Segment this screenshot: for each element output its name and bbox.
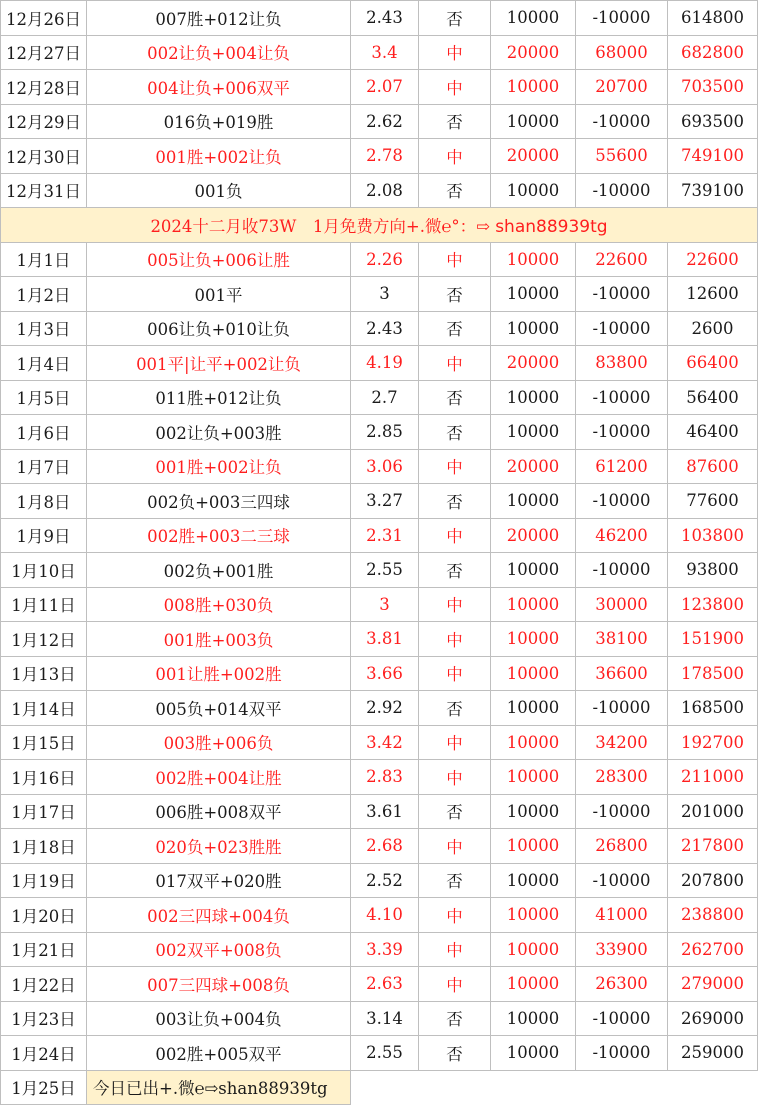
- profit-cell: 30000: [576, 587, 668, 622]
- profit-cell: -10000: [576, 794, 668, 829]
- result-cell: 否: [419, 1, 491, 36]
- date-cell: 1月12日: [1, 622, 87, 657]
- profit-cell: 26300: [576, 967, 668, 1002]
- stake-cell: 10000: [491, 794, 576, 829]
- total-cell: 703500: [668, 70, 758, 105]
- date-cell: 1月11日: [1, 587, 87, 622]
- profit-cell: -10000: [576, 311, 668, 346]
- profit-cell: 83800: [576, 346, 668, 381]
- date-cell: 1月19日: [1, 863, 87, 898]
- stake-cell: 10000: [491, 829, 576, 864]
- odds-cell: 2.85: [351, 415, 419, 450]
- result-cell: 否: [419, 104, 491, 139]
- result-cell: 否: [419, 311, 491, 346]
- stake-cell: 10000: [491, 277, 576, 312]
- table-row: [1, 449, 758, 484]
- stake-cell: 10000: [491, 725, 576, 760]
- date-cell: 1月17日: [1, 794, 87, 829]
- pick-cell: 002让负+004让负: [87, 35, 351, 70]
- result-cell: 中: [419, 760, 491, 795]
- result-cell: 中: [419, 656, 491, 691]
- result-cell: 中: [419, 518, 491, 553]
- pick-cell: 016负+019胜: [87, 104, 351, 139]
- result-cell: 否: [419, 863, 491, 898]
- pick-cell: 003让负+004负: [87, 1001, 351, 1036]
- total-cell: 614800: [668, 1, 758, 36]
- stake-cell: 10000: [491, 760, 576, 795]
- table-row: [1, 139, 758, 174]
- pick-cell: 003胜+006负: [87, 725, 351, 760]
- stake-cell: 10000: [491, 863, 576, 898]
- result-cell: 中: [419, 622, 491, 657]
- today-date-cell: 1月25日: [1, 1070, 87, 1105]
- stake-cell: 10000: [491, 932, 576, 967]
- date-cell: 1月24日: [1, 1036, 87, 1071]
- stake-cell: 10000: [491, 484, 576, 519]
- odds-cell: 2.55: [351, 1036, 419, 1071]
- table-row: [1, 829, 758, 864]
- profit-cell: 68000: [576, 35, 668, 70]
- stake-cell: 10000: [491, 656, 576, 691]
- pick-cell: 002负+001胜: [87, 553, 351, 588]
- pick-cell: 006胜+008双平: [87, 794, 351, 829]
- odds-cell: 2.43: [351, 1, 419, 36]
- odds-cell: 2.52: [351, 863, 419, 898]
- stake-cell: 10000: [491, 173, 576, 208]
- total-cell: 201000: [668, 794, 758, 829]
- pick-cell: 002双平+008负: [87, 932, 351, 967]
- table-row: [1, 794, 758, 829]
- odds-cell: 2.62: [351, 104, 419, 139]
- pick-cell: 005让负+006让胜: [87, 242, 351, 277]
- total-cell: 151900: [668, 622, 758, 657]
- stake-cell: 10000: [491, 691, 576, 726]
- promo-banner: [1, 208, 758, 243]
- date-cell: 1月9日: [1, 518, 87, 553]
- odds-cell: 3.27: [351, 484, 419, 519]
- result-cell: 否: [419, 415, 491, 450]
- pick-cell: 005负+014双平: [87, 691, 351, 726]
- pick-cell: 001胜+003负: [87, 622, 351, 657]
- result-cell: 中: [419, 587, 491, 622]
- total-cell: 87600: [668, 449, 758, 484]
- total-cell: 77600: [668, 484, 758, 519]
- date-cell: 1月13日: [1, 656, 87, 691]
- pick-cell: 002负+003三四球: [87, 484, 351, 519]
- odds-cell: 4.19: [351, 346, 419, 381]
- odds-cell: 2.63: [351, 967, 419, 1002]
- december-records: [1, 1, 758, 208]
- profit-cell: -10000: [576, 380, 668, 415]
- table-row: [1, 311, 758, 346]
- odds-cell: 2.26: [351, 242, 419, 277]
- result-cell: 否: [419, 277, 491, 312]
- profit-cell: 36600: [576, 656, 668, 691]
- odds-cell: 4.10: [351, 898, 419, 933]
- total-cell: 168500: [668, 691, 758, 726]
- promo-banner-row: [1, 208, 758, 243]
- odds-cell: 3.4: [351, 35, 419, 70]
- total-cell: 279000: [668, 967, 758, 1002]
- profit-cell: -10000: [576, 104, 668, 139]
- total-cell: 259000: [668, 1036, 758, 1071]
- pick-cell: 001平: [87, 277, 351, 312]
- profit-cell: -10000: [576, 1, 668, 36]
- pick-cell: 002胜+004让胜: [87, 760, 351, 795]
- result-cell: 中: [419, 139, 491, 174]
- result-cell: 中: [419, 932, 491, 967]
- stake-cell: 10000: [491, 1036, 576, 1071]
- pick-cell: 006让负+010让负: [87, 311, 351, 346]
- table-row: [1, 70, 758, 105]
- profit-cell: 34200: [576, 725, 668, 760]
- profit-cell: 28300: [576, 760, 668, 795]
- result-cell: 否: [419, 794, 491, 829]
- odds-cell: 2.92: [351, 691, 419, 726]
- total-cell: 56400: [668, 380, 758, 415]
- stake-cell: 10000: [491, 242, 576, 277]
- pick-cell: 020负+023胜胜: [87, 829, 351, 864]
- pick-cell: 017双平+020胜: [87, 863, 351, 898]
- pick-cell: 008胜+030负: [87, 587, 351, 622]
- result-cell: 否: [419, 380, 491, 415]
- result-cell: 否: [419, 691, 491, 726]
- pick-cell: 002三四球+004负: [87, 898, 351, 933]
- profit-cell: -10000: [576, 553, 668, 588]
- table-row: [1, 898, 758, 933]
- table-row: [1, 691, 758, 726]
- stake-cell: 10000: [491, 104, 576, 139]
- stake-cell: 20000: [491, 449, 576, 484]
- date-cell: 1月1日: [1, 242, 87, 277]
- profit-cell: 41000: [576, 898, 668, 933]
- banner-section: [1, 208, 758, 243]
- odds-cell: 3.42: [351, 725, 419, 760]
- date-cell: 12月26日: [1, 1, 87, 36]
- table-row: [1, 1001, 758, 1036]
- profit-cell: -10000: [576, 415, 668, 450]
- total-cell: 192700: [668, 725, 758, 760]
- date-cell: 1月6日: [1, 415, 87, 450]
- stake-cell: 10000: [491, 70, 576, 105]
- total-cell: 66400: [668, 346, 758, 381]
- pick-cell: 011胜+012让负: [87, 380, 351, 415]
- odds-cell: 3.06: [351, 449, 419, 484]
- table-row: [1, 518, 758, 553]
- profit-cell: 26800: [576, 829, 668, 864]
- date-cell: 1月15日: [1, 725, 87, 760]
- pick-cell: 007三四球+008负: [87, 967, 351, 1002]
- date-cell: 1月8日: [1, 484, 87, 519]
- table-row: [1, 380, 758, 415]
- table-row: [1, 587, 758, 622]
- odds-cell: 3.39: [351, 932, 419, 967]
- table-row: [1, 725, 758, 760]
- odds-cell: 3: [351, 587, 419, 622]
- pick-cell: 002让负+003胜: [87, 415, 351, 450]
- result-cell: 否: [419, 1001, 491, 1036]
- date-cell: 1月18日: [1, 829, 87, 864]
- table-row: [1, 415, 758, 450]
- odds-cell: 3.66: [351, 656, 419, 691]
- promo-banner-handle: shan88939tg: [495, 216, 608, 237]
- stake-cell: 10000: [491, 553, 576, 588]
- odds-cell: 2.08: [351, 173, 419, 208]
- date-cell: 12月28日: [1, 70, 87, 105]
- odds-cell: 2.83: [351, 760, 419, 795]
- january-records: [1, 242, 758, 1070]
- profit-cell: 22600: [576, 242, 668, 277]
- profit-cell: -10000: [576, 1001, 668, 1036]
- today-message-cell: 今日已出+.微℮⇨shan88939tg: [87, 1070, 351, 1105]
- total-cell: 22600: [668, 242, 758, 277]
- result-cell: 中: [419, 898, 491, 933]
- result-cell: 中: [419, 35, 491, 70]
- empty-cell: [351, 1070, 419, 1105]
- stake-cell: 10000: [491, 898, 576, 933]
- total-cell: 46400: [668, 415, 758, 450]
- profit-cell: -10000: [576, 277, 668, 312]
- total-cell: 178500: [668, 656, 758, 691]
- table-row: [1, 1036, 758, 1071]
- date-cell: 1月7日: [1, 449, 87, 484]
- result-cell: 否: [419, 484, 491, 519]
- table-row: [1, 932, 758, 967]
- empty-cell: [491, 1070, 576, 1105]
- stake-cell: 10000: [491, 967, 576, 1002]
- date-cell: 12月31日: [1, 173, 87, 208]
- table-row: [1, 242, 758, 277]
- pick-cell: 007胜+012让负: [87, 1, 351, 36]
- date-cell: 1月22日: [1, 967, 87, 1002]
- total-cell: 739100: [668, 173, 758, 208]
- pick-cell: 002胜+003二三球: [87, 518, 351, 553]
- odds-cell: 2.68: [351, 829, 419, 864]
- odds-cell: 2.7: [351, 380, 419, 415]
- pick-cell: 001平|让平+002让负: [87, 346, 351, 381]
- table-row: [1, 277, 758, 312]
- table-row: [1, 104, 758, 139]
- date-cell: 1月4日: [1, 346, 87, 381]
- today-row: [1, 1070, 758, 1105]
- profit-cell: 33900: [576, 932, 668, 967]
- total-cell: 207800: [668, 863, 758, 898]
- result-cell: 中: [419, 725, 491, 760]
- odds-cell: 3.61: [351, 794, 419, 829]
- odds-cell: 2.31: [351, 518, 419, 553]
- profit-cell: -10000: [576, 484, 668, 519]
- table-row: [1, 484, 758, 519]
- table-row: [1, 622, 758, 657]
- stake-cell: 10000: [491, 1, 576, 36]
- total-cell: 2600: [668, 311, 758, 346]
- date-cell: 1月2日: [1, 277, 87, 312]
- pick-cell: 004让负+006双平: [87, 70, 351, 105]
- total-cell: 211000: [668, 760, 758, 795]
- total-cell: 682800: [668, 35, 758, 70]
- stake-cell: 20000: [491, 518, 576, 553]
- date-cell: 1月21日: [1, 932, 87, 967]
- profit-cell: 55600: [576, 139, 668, 174]
- odds-cell: 3.14: [351, 1001, 419, 1036]
- stake-cell: 10000: [491, 380, 576, 415]
- profit-cell: -10000: [576, 1036, 668, 1071]
- table-row: [1, 553, 758, 588]
- date-cell: 1月3日: [1, 311, 87, 346]
- table-row: [1, 35, 758, 70]
- result-cell: 中: [419, 70, 491, 105]
- odds-cell: 3: [351, 277, 419, 312]
- pick-cell: 001负: [87, 173, 351, 208]
- total-cell: 693500: [668, 104, 758, 139]
- table-row: [1, 863, 758, 898]
- result-cell: 中: [419, 346, 491, 381]
- stake-cell: 20000: [491, 139, 576, 174]
- total-cell: 749100: [668, 139, 758, 174]
- empty-cell: [576, 1070, 668, 1105]
- stake-cell: 10000: [491, 587, 576, 622]
- stake-cell: 10000: [491, 622, 576, 657]
- pick-cell: 002胜+005双平: [87, 1036, 351, 1071]
- total-cell: 123800: [668, 587, 758, 622]
- date-cell: 12月30日: [1, 139, 87, 174]
- table-row: [1, 173, 758, 208]
- profit-cell: -10000: [576, 691, 668, 726]
- date-cell: 1月14日: [1, 691, 87, 726]
- stake-cell: 10000: [491, 1001, 576, 1036]
- empty-cell: [419, 1070, 491, 1105]
- result-cell: 否: [419, 1036, 491, 1071]
- profit-cell: 20700: [576, 70, 668, 105]
- empty-cell: [668, 1070, 758, 1105]
- date-cell: 1月5日: [1, 380, 87, 415]
- pick-cell: 001胜+002让负: [87, 139, 351, 174]
- table-row: [1, 760, 758, 795]
- result-cell: 中: [419, 449, 491, 484]
- result-cell: 否: [419, 553, 491, 588]
- profit-cell: 38100: [576, 622, 668, 657]
- profit-cell: -10000: [576, 863, 668, 898]
- date-cell: 1月16日: [1, 760, 87, 795]
- date-cell: 12月29日: [1, 104, 87, 139]
- total-cell: 262700: [668, 932, 758, 967]
- table-row: [1, 967, 758, 1002]
- table-row: [1, 346, 758, 381]
- odds-cell: 2.55: [351, 553, 419, 588]
- odds-cell: 2.78: [351, 139, 419, 174]
- total-cell: 12600: [668, 277, 758, 312]
- profit-cell: 46200: [576, 518, 668, 553]
- result-cell: 中: [419, 967, 491, 1002]
- today-section: [1, 1070, 758, 1105]
- total-cell: 93800: [668, 553, 758, 588]
- date-cell: 1月10日: [1, 553, 87, 588]
- date-cell: 1月23日: [1, 1001, 87, 1036]
- table-row: [1, 656, 758, 691]
- date-cell: 12月27日: [1, 35, 87, 70]
- profit-cell: 61200: [576, 449, 668, 484]
- table-row: [1, 1, 758, 36]
- stake-cell: 20000: [491, 35, 576, 70]
- result-cell: 中: [419, 242, 491, 277]
- result-cell: 中: [419, 829, 491, 864]
- date-cell: 1月20日: [1, 898, 87, 933]
- promo-banner-text: 2024十二月收73W 1月免费方向+.微℮°：⇨: [150, 216, 496, 236]
- stake-cell: 10000: [491, 415, 576, 450]
- total-cell: 238800: [668, 898, 758, 933]
- result-cell: 否: [419, 173, 491, 208]
- profit-cell: -10000: [576, 173, 668, 208]
- stake-cell: 10000: [491, 311, 576, 346]
- pick-cell: 001胜+002让负: [87, 449, 351, 484]
- stake-cell: 20000: [491, 346, 576, 381]
- total-cell: 217800: [668, 829, 758, 864]
- pick-cell: 001让胜+002胜: [87, 656, 351, 691]
- total-cell: 269000: [668, 1001, 758, 1036]
- odds-cell: 3.81: [351, 622, 419, 657]
- total-cell: 103800: [668, 518, 758, 553]
- odds-cell: 2.07: [351, 70, 419, 105]
- odds-cell: 2.43: [351, 311, 419, 346]
